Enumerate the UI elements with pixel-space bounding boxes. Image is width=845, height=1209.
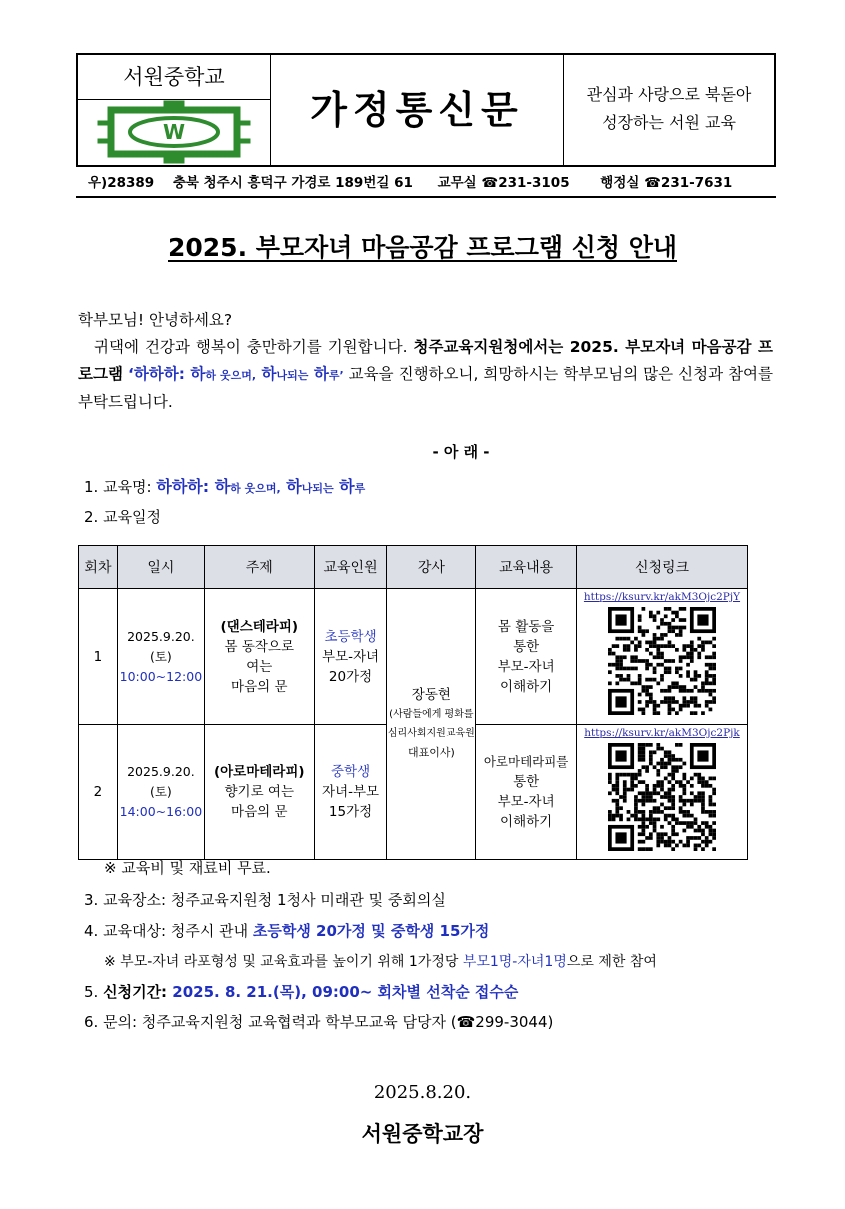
participants-line: 15가정	[328, 804, 373, 820]
content-line: 부모-자녀	[497, 794, 555, 810]
intro-emphasis: 청주교육지원청에서는 2025. 부모자녀 마음공감 프로그램	[78, 338, 773, 383]
schedule-table	[78, 545, 748, 860]
item-contact: 6. 문의: 청주교육지원청 교육협력과 학부모교육 담당자 (☎299-3044)	[84, 1013, 554, 1031]
signup-link[interactable]: https://ksurv.kr/akM3Ojc2Pjk	[584, 727, 740, 739]
column-header: 강사	[387, 546, 476, 589]
item-label: 4. 교육대상: 청주시 관내	[84, 922, 253, 940]
participants-line: 자녀-부모	[322, 784, 380, 800]
newsletter-title: 가정통신문	[271, 55, 564, 165]
school-name: 서원중학교	[78, 55, 271, 100]
column-header: 신청링크	[577, 546, 748, 589]
program-name-part: 하	[280, 477, 302, 496]
content-line: 몸 활동을	[497, 618, 555, 635]
intro-paragraph	[78, 334, 773, 416]
table-header-row	[79, 546, 748, 589]
topic-line: 몸 동작으로	[224, 638, 295, 655]
motto-line: 관심과 사랑으로 북돋아	[586, 85, 752, 104]
program-name-part: 하	[333, 477, 355, 496]
document-title	[76, 228, 769, 264]
participants-line: 20가정	[328, 668, 373, 685]
participation-note	[104, 951, 657, 974]
item-label: 1. 교육명:	[84, 478, 157, 496]
program-name-part: 루’	[328, 369, 344, 382]
program-name-part: ‘하하하: 하	[127, 365, 206, 383]
topic-line: 여는	[246, 658, 273, 675]
note-emphasis: 부모1명-자녀1명	[462, 954, 567, 970]
fee-note: ※ 교육비 및 재료비 무료.	[104, 859, 271, 877]
session-date: 2025.9.20.(토)	[127, 764, 195, 799]
target-group: 중학생	[330, 764, 371, 780]
qr-code[interactable]	[608, 743, 716, 851]
content-line: 통한	[513, 774, 540, 790]
period-value: 2025. 8. 21.(목), 09:00~ 회차별 선착순 접수순	[167, 983, 519, 1001]
program-name-part: 나되는	[301, 482, 334, 495]
document-title-text: 2025. 부모자녀 마음공감 프로그램 신청 안내	[168, 233, 677, 262]
item-target	[84, 920, 489, 943]
greeting: 학부모님! 안녕하세요?	[78, 311, 233, 329]
issue-date: 2025.8.20.	[373, 1082, 472, 1103]
session-content	[476, 725, 577, 860]
intro-text: 귀댁에 건강과 행복이 충만하기를 기원합니다.	[94, 338, 414, 356]
signup-cell	[577, 725, 748, 860]
item-schedule: 2. 교육일정	[84, 508, 162, 526]
motto-line: 성장하는 서원 교육	[602, 113, 736, 132]
session-datetime	[117, 725, 204, 860]
program-name-part: 하	[256, 365, 277, 383]
divider	[76, 166, 776, 167]
school-logo	[78, 99, 271, 165]
postal-code: 우)28389	[88, 175, 155, 191]
instructor-title: (사람들에게 평화를	[389, 709, 474, 720]
session-content	[476, 589, 577, 725]
program-name-part: 나되는	[276, 369, 309, 382]
program-name-part: 하	[308, 365, 329, 383]
topic-title: (댄스테라피)	[220, 618, 299, 635]
session-number: 2	[79, 725, 118, 860]
section-heading: - 아 래 -	[432, 443, 490, 461]
signup-link[interactable]: https://ksurv.kr/akM3Ojc2PjY	[583, 591, 741, 603]
street-address: 충북 청주시 흥덕구 가경로 189번길 61	[172, 175, 413, 191]
instructor	[387, 589, 476, 860]
qr-code[interactable]	[608, 607, 716, 715]
school-address	[76, 170, 776, 198]
target-value: 초등학생 20가정 및 중학생 15가정	[252, 922, 490, 940]
program-name-part: 하하하: 하	[156, 477, 231, 496]
topic-title: (아로마테라피)	[213, 764, 305, 780]
program-name	[156, 477, 365, 496]
letterhead	[76, 53, 776, 167]
topic-line: 향기로 여는	[224, 784, 295, 800]
item-program-name	[84, 475, 365, 500]
topic-line: 마음의 문	[231, 678, 288, 695]
session-topic	[204, 589, 314, 725]
item-application-period	[84, 981, 518, 1004]
content-line: 부모-자녀	[497, 658, 555, 675]
program-name-part: 하 웃으며,	[230, 482, 281, 495]
item-label: 5.	[84, 983, 104, 1001]
column-header: 교육인원	[314, 546, 387, 589]
session-participants	[314, 725, 387, 860]
content-line: 이해하기	[500, 814, 553, 830]
principal-signature: 서원중학교장	[361, 1121, 484, 1146]
topic-line: 마음의 문	[231, 804, 288, 820]
content-line: 이해하기	[500, 678, 553, 695]
column-header: 회차	[79, 546, 118, 589]
svg-text:W: W	[162, 120, 186, 144]
phone-admin: 행정실 ☎231-7631	[600, 175, 733, 191]
column-header: 교육내용	[476, 546, 577, 589]
session-datetime	[117, 589, 204, 725]
column-header: 일시	[117, 546, 204, 589]
content-line: 아로마테라피를	[483, 754, 569, 769]
signup-cell	[577, 589, 748, 725]
session-time: 14:00~16:00	[119, 804, 203, 819]
participants-line: 부모-자녀	[322, 648, 380, 665]
column-header: 주제	[204, 546, 314, 589]
item-location: 3. 교육장소: 청주교육지원청 1청사 미래관 및 중회의실	[84, 891, 446, 909]
program-name-part: 루	[354, 482, 366, 495]
program-name	[128, 365, 344, 383]
school-motto	[564, 81, 774, 137]
content-line: 통한	[513, 638, 540, 655]
intro-text: 교육을 진행하오니, 희망하시는 학부모님의 많은 신청과 참여를 부탁드립니다.	[78, 365, 773, 411]
table-row	[79, 589, 748, 725]
phone-academic: 교무실 ☎231-3105	[437, 175, 570, 191]
note-text: ※ 부모-자녀 라포형성 및 교육효과를 높이기 위해 1가정당	[104, 954, 463, 970]
session-time: 10:00~12:00	[119, 668, 203, 684]
session-participants	[314, 589, 387, 725]
session-number: 1	[79, 589, 118, 725]
instructor-title: 대표이사)	[407, 746, 455, 759]
session-topic	[204, 725, 314, 860]
program-name-part: 하 웃으며,	[205, 369, 257, 382]
note-text: 으로 제한 참여	[566, 954, 657, 970]
target-group: 초등학생	[324, 628, 377, 645]
item-key: 신청기간:	[103, 983, 168, 1001]
instructor-title: 심리사회지원교육원	[387, 728, 475, 739]
session-date: 2025.9.20.(토)	[127, 628, 195, 664]
instructor-name: 장동현	[411, 687, 451, 703]
